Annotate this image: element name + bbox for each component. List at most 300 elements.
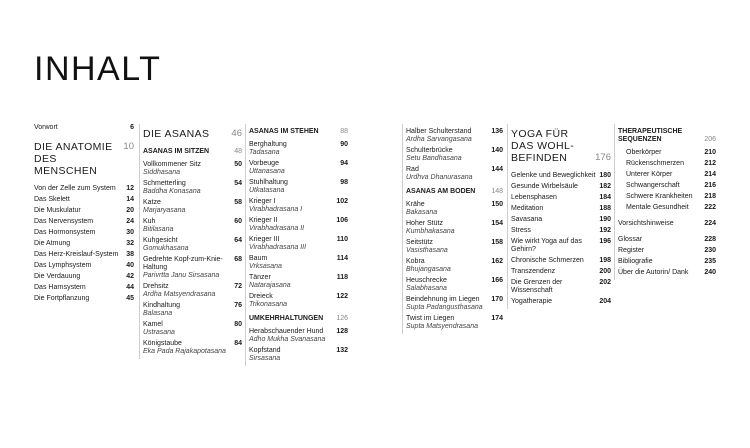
entry-sanskrit-name: Sirsasana	[249, 355, 281, 362]
entry-title	[626, 171, 701, 179]
entry-label: Die Fortpflanzung	[34, 295, 90, 302]
entry-title	[406, 258, 488, 274]
chapter-title: DIE ASANAS	[143, 128, 210, 140]
entry-title	[34, 284, 123, 292]
toc-entry[interactable]	[618, 182, 716, 190]
toc-entry[interactable]	[618, 247, 716, 255]
entry-title	[406, 277, 488, 293]
toc-entry[interactable]	[34, 207, 134, 215]
toc-entry[interactable]	[249, 255, 348, 271]
entry-label: Rückenschmerzen	[626, 160, 684, 167]
page-number: 228	[704, 236, 716, 243]
toc-entry[interactable]	[406, 128, 503, 144]
entry-title	[406, 128, 488, 144]
entry-title	[143, 321, 231, 337]
entry-title	[406, 239, 488, 255]
entry-title	[249, 160, 337, 176]
toc-entry[interactable]	[143, 237, 242, 253]
entry-label: Mentale Gesundheit	[626, 204, 689, 211]
toc-entry[interactable]	[143, 302, 242, 318]
entry-label: Register	[618, 247, 645, 254]
entry-title	[511, 205, 596, 213]
entry-label: Unterer Körper	[626, 171, 673, 178]
entry-title	[406, 201, 488, 217]
page-title: INHALT	[34, 50, 162, 88]
entry-label: Seitstütz	[406, 239, 433, 246]
section-title: ASANAS AM BODEN	[406, 188, 476, 195]
entry-title	[511, 194, 596, 202]
chapter-heading-anatomy[interactable]	[34, 141, 134, 177]
page-number: 230	[704, 247, 716, 254]
toc-entry[interactable]	[249, 293, 348, 309]
entry-label: Das Nervensystem	[34, 218, 94, 225]
entry-label: Berghaltung	[249, 141, 287, 148]
toc-entry[interactable]	[618, 220, 716, 228]
entry-sanskrit-name: Supta Padangusthasana	[406, 304, 483, 311]
entry-sanskrit-name: Kumbhakasana	[406, 228, 455, 235]
toc-entry[interactable]	[511, 298, 611, 306]
page-number: 76	[234, 302, 242, 309]
page-number: 6	[130, 124, 134, 131]
page-number: 40	[126, 262, 134, 269]
entry-label: Katze	[143, 199, 161, 206]
toc-column-2	[139, 124, 242, 359]
toc-entry[interactable]	[406, 277, 503, 293]
page-number: 122	[336, 293, 348, 300]
page-number: 140	[491, 147, 503, 154]
toc-column-3	[245, 124, 348, 366]
entry-sanskrit-name: Supta Matsyendrasana	[406, 323, 478, 330]
page-number: 154	[491, 220, 503, 227]
page-number: 38	[126, 251, 134, 258]
entry-title	[406, 220, 488, 236]
page-number: 166	[491, 277, 503, 284]
entry-title	[143, 302, 231, 318]
toc-entry[interactable]	[34, 124, 134, 132]
entry-label: Das Skelett	[34, 196, 70, 203]
entry-title	[511, 172, 596, 180]
toc-entry[interactable]	[511, 238, 611, 254]
section-heading[interactable]	[249, 315, 348, 323]
page-number: 174	[491, 315, 503, 322]
toc-entry[interactable]	[249, 236, 348, 252]
entry-label: Tänzer	[249, 274, 271, 281]
entry-label: Kamel	[143, 321, 163, 328]
page-number: 110	[336, 236, 348, 243]
entry-sanskrit-name: Parivrtta Janu Sirsasana	[143, 272, 220, 279]
entry-title	[143, 237, 231, 253]
entry-label: Das Harnsystem	[34, 284, 86, 291]
section-page: 88	[340, 128, 348, 135]
toc-entry[interactable]	[143, 256, 242, 280]
entry-title	[249, 347, 333, 363]
entry-label: Hoher Stütz	[406, 220, 443, 227]
toc-entry[interactable]	[618, 236, 716, 244]
page-number: 60	[234, 218, 242, 225]
entry-sanskrit-name: Siddhasana	[143, 169, 180, 176]
section-heading[interactable]	[249, 128, 348, 136]
entry-title	[626, 182, 701, 190]
page-number: 58	[234, 199, 242, 206]
entry-sanskrit-name: Balasana	[143, 310, 173, 317]
entry-title	[249, 274, 334, 290]
entry-label: Wie wirkt Yoga auf das Gehirn?	[511, 238, 582, 253]
toc-entry[interactable]	[143, 161, 242, 177]
page-number: 180	[599, 172, 611, 179]
page-number: 118	[336, 274, 348, 281]
page-number: 144	[491, 166, 503, 173]
entry-title	[34, 185, 123, 193]
entry-label: Die Grenzen der Wissenschaft	[511, 279, 563, 294]
entry-title	[626, 160, 701, 168]
toc-entry[interactable]	[249, 160, 348, 176]
chapter-heading-wellbeing[interactable]	[511, 128, 611, 164]
section-heading[interactable]	[618, 128, 716, 144]
entry-title	[511, 257, 596, 265]
entry-title	[249, 141, 337, 157]
toc-entry[interactable]	[618, 171, 716, 179]
entry-sanskrit-name: Virabhadrasana I	[249, 206, 303, 213]
entry-label: Meditation	[511, 205, 544, 212]
page-number: 150	[491, 201, 503, 208]
entry-label: Kobra	[406, 258, 425, 265]
page-number: 212	[704, 160, 716, 167]
toc-entry[interactable]	[511, 194, 611, 202]
toc-entry[interactable]	[511, 172, 611, 180]
page-number: 158	[491, 239, 503, 246]
entry-label: Krieger II	[249, 217, 278, 224]
entry-title	[618, 269, 701, 277]
page-number: 204	[599, 298, 611, 305]
page-number: 72	[234, 283, 242, 290]
toc-entry[interactable]	[249, 217, 348, 233]
entry-label: Schmetterling	[143, 180, 186, 187]
entry-label: Kuhgesicht	[143, 237, 178, 244]
entry-title	[34, 251, 123, 259]
toc-entry[interactable]	[618, 258, 716, 266]
page-number: 44	[126, 284, 134, 291]
entry-title	[511, 279, 596, 295]
entry-title	[406, 315, 488, 331]
toc-entry[interactable]	[511, 216, 611, 224]
page-number: 132	[336, 347, 348, 354]
toc-entry[interactable]	[511, 279, 611, 295]
entry-label: Gesunde Wirbelsäule	[511, 183, 578, 190]
entry-label: Rad	[406, 166, 419, 173]
entry-title	[34, 207, 123, 215]
entry-label: Yogatherapie	[511, 298, 553, 305]
page-number: 84	[234, 340, 242, 347]
page-number: 42	[126, 273, 134, 280]
entry-sanskrit-name: Bitilasana	[143, 226, 174, 233]
toc-entry[interactable]	[34, 295, 134, 303]
entry-label: Twist im Liegen	[406, 315, 455, 322]
entry-title	[143, 218, 231, 234]
toc-entry[interactable]	[511, 227, 611, 235]
entry-label: Beindehnung im Liegen	[406, 296, 480, 303]
entry-title	[34, 218, 123, 226]
page-number: 50	[234, 161, 242, 168]
entry-label: Bibliografie	[618, 258, 653, 265]
entry-sanskrit-name: Vrksasana	[249, 263, 282, 270]
entry-sanskrit-name: Ardha Matsyendrasana	[143, 291, 216, 298]
entry-title	[626, 204, 701, 212]
entry-label: Kindhaltung	[143, 302, 180, 309]
section-heading[interactable]	[143, 148, 242, 156]
section-heading[interactable]	[406, 188, 503, 196]
toc-entry[interactable]	[511, 257, 611, 265]
entry-title	[511, 183, 596, 191]
entry-label: Das Herz-Kreislauf-System	[34, 251, 119, 258]
toc-entry[interactable]	[249, 198, 348, 214]
section-title: ASANAS IM STEHEN	[249, 128, 319, 135]
toc-entry[interactable]	[34, 240, 134, 248]
page-number: 114	[336, 255, 348, 262]
toc-entry[interactable]	[406, 220, 503, 236]
entry-label: Oberkörper	[626, 149, 662, 156]
entry-label: Von der Zelle zum System	[34, 185, 116, 192]
page-number: 45	[126, 295, 134, 302]
entry-label: Vorbeuge	[249, 160, 279, 167]
entry-title	[618, 220, 701, 228]
entry-label: Die Muskulatur	[34, 207, 81, 214]
entry-sanskrit-name: Natarajasana	[249, 282, 291, 289]
toc-entry[interactable]	[618, 269, 716, 277]
page-number: 12	[126, 185, 134, 192]
toc-entry[interactable]	[406, 201, 503, 217]
page-number: 102	[336, 198, 348, 205]
entry-title	[249, 328, 333, 344]
page-number: 68	[234, 256, 242, 263]
toc-entry[interactable]	[143, 321, 242, 337]
page-number: 64	[234, 237, 242, 244]
section-page: 148	[491, 188, 503, 195]
entry-sanskrit-name: Setu Bandhasana	[406, 155, 462, 162]
page-number: 184	[599, 194, 611, 201]
entry-label: Krieger I	[249, 198, 276, 205]
entry-sanskrit-name: Tadasana	[249, 149, 280, 156]
page-number: 14	[126, 196, 134, 203]
page-number: 80	[234, 321, 242, 328]
page-number: 98	[340, 179, 348, 186]
entry-sanskrit-name: Adho Mukha Svanasana	[249, 336, 326, 343]
entry-label: Gelenke und Beweglichkeit	[511, 172, 596, 179]
page-number: 192	[599, 227, 611, 234]
toc-entry[interactable]	[511, 268, 611, 276]
entry-label: Königstaube	[143, 340, 182, 347]
toc-column-4	[402, 124, 503, 334]
page-number: 218	[704, 193, 716, 200]
toc-entry[interactable]	[143, 340, 242, 356]
chapter-title: DIE ANATOMIE DES MENSCHEN	[34, 141, 113, 177]
entry-title	[34, 262, 123, 270]
entry-sanskrit-name: Uttanasana	[249, 168, 285, 175]
page-number: 24	[126, 218, 134, 225]
page-number: 224	[704, 220, 716, 227]
entry-title	[34, 196, 123, 204]
toc-entry[interactable]	[34, 185, 134, 193]
entry-label: Heuschrecke	[406, 277, 447, 284]
entry-title	[249, 179, 337, 195]
section-title: UMKEHRHALTUNGEN	[249, 315, 324, 322]
entry-label: Vollkommener Sitz	[143, 161, 201, 168]
entry-label: Chronische Schmerzen	[511, 257, 584, 264]
toc-entry[interactable]	[618, 204, 716, 212]
page-number: 210	[704, 149, 716, 156]
section-title: ASANAS IM SITZEN	[143, 148, 210, 155]
entry-title	[618, 258, 701, 266]
entry-sanskrit-name: Virabhadrasana II	[249, 225, 305, 232]
toc-entry[interactable]	[143, 199, 242, 215]
toc-entry[interactable]	[249, 274, 348, 290]
chapter-heading-asanas[interactable]	[143, 128, 242, 140]
entry-label: Transzendenz	[511, 268, 556, 275]
toc-entry[interactable]	[34, 218, 134, 226]
entry-label: Stuhlhaltung	[249, 179, 288, 186]
page-number: 202	[599, 279, 611, 286]
entry-sanskrit-name: Vasisthasana	[406, 247, 448, 254]
entry-label: Das Hormonsystem	[34, 229, 96, 236]
entry-sanskrit-name: Ardha Sarvangasana	[406, 136, 472, 143]
toc-entry[interactable]	[406, 239, 503, 255]
entry-label: Halber Schulterstand	[406, 128, 472, 135]
toc-entry[interactable]	[406, 166, 503, 182]
toc-entry[interactable]	[249, 179, 348, 195]
toc-entry[interactable]	[406, 258, 503, 274]
entry-title	[249, 217, 333, 233]
entry-sanskrit-name: Marjaryasana	[143, 207, 186, 214]
entry-label: Glossar	[618, 236, 643, 243]
toc-entry[interactable]	[511, 183, 611, 191]
toc-entry[interactable]	[143, 283, 242, 299]
entry-title	[143, 180, 231, 196]
page-number: 182	[599, 183, 611, 190]
toc-column-5	[507, 124, 611, 309]
toc-entry[interactable]	[143, 218, 242, 234]
entry-title	[511, 216, 596, 224]
page-number: 162	[491, 258, 503, 265]
entry-label: Drehsitz	[143, 283, 169, 290]
entry-label: Schwangerschaft	[626, 182, 680, 189]
entry-sanskrit-name: Virabhadrasana III	[249, 244, 307, 251]
page-number: 90	[340, 141, 348, 148]
entry-title	[34, 229, 123, 237]
entry-title	[511, 238, 596, 254]
toc-entry[interactable]	[406, 147, 503, 163]
entry-title	[249, 198, 333, 214]
entry-title	[143, 161, 231, 177]
entry-label: Das Lymphsystem	[34, 262, 92, 269]
toc-entry[interactable]	[618, 193, 716, 201]
entry-title	[143, 256, 231, 280]
toc-entry[interactable]	[34, 262, 134, 270]
entry-sanskrit-name: Bhujangasana	[406, 266, 451, 273]
entry-title	[249, 236, 334, 252]
entry-label: Schulterbrücke	[406, 147, 453, 154]
toc-entry[interactable]	[34, 229, 134, 237]
toc-entry[interactable]	[34, 251, 134, 259]
page-number: 214	[704, 171, 716, 178]
toc-entry[interactable]	[406, 315, 503, 331]
toc-entry[interactable]	[34, 284, 134, 292]
toc-entry[interactable]	[34, 196, 134, 204]
entry-title	[143, 199, 231, 215]
page-number: 188	[599, 205, 611, 212]
page-number: 170	[491, 296, 503, 303]
entry-label: Vorsichtshinweise	[618, 220, 674, 227]
entry-label: Krieger III	[249, 236, 280, 243]
toc-column-6	[614, 124, 716, 280]
entry-title	[34, 295, 123, 303]
toc-entry[interactable]	[249, 347, 348, 363]
entry-label: Über die Autorin/ Dank	[618, 269, 689, 276]
toc-entry[interactable]	[249, 141, 348, 157]
page-number: 196	[599, 238, 611, 245]
entry-sanskrit-name: Baddha Konasana	[143, 188, 201, 195]
entry-label: Die Atmung	[34, 240, 71, 247]
entry-title	[143, 340, 231, 356]
page-number: 94	[340, 160, 348, 167]
section-title: THERAPEUTISCHE SEQUENZEN	[618, 128, 683, 143]
entry-label: Schwere Krankheiten	[626, 193, 693, 200]
toc-entry[interactable]	[618, 160, 716, 168]
entry-title	[406, 296, 488, 312]
entry-title	[34, 240, 123, 248]
entry-title	[618, 247, 701, 255]
entry-title	[626, 149, 701, 157]
entry-label: Kuh	[143, 218, 156, 225]
entry-sanskrit-name: Trikonasana	[249, 301, 288, 308]
entry-label: Savasana	[511, 216, 543, 223]
toc-column-1	[34, 124, 134, 306]
entry-sanskrit-name: Gomukhasana	[143, 245, 189, 252]
entry-title	[511, 298, 596, 306]
entry-sanskrit-name: Bakasana	[406, 209, 438, 216]
entry-sanskrit-name: Urdhva Dhanurasana	[406, 174, 473, 181]
section-page: 126	[336, 315, 348, 322]
chapter-title: YOGA FÜR DAS WOHL-BEFINDEN	[511, 128, 575, 164]
page-number: 106	[336, 217, 348, 224]
toc-entry[interactable]	[406, 296, 503, 312]
entry-title	[34, 273, 123, 281]
toc-entry[interactable]	[618, 149, 716, 157]
entry-title	[511, 268, 596, 276]
entry-label: Dreieck	[249, 293, 273, 300]
entry-label: Baum	[249, 255, 268, 262]
page-number: 198	[599, 257, 611, 264]
toc-entry[interactable]	[143, 180, 242, 196]
entry-title	[249, 293, 333, 309]
entry-label: Herabschauender Hund	[249, 328, 324, 335]
entry-label: Stress	[511, 227, 531, 234]
entry-title	[406, 166, 488, 182]
page-number: 240	[704, 269, 716, 276]
page-number: 235	[704, 258, 716, 265]
toc-entry[interactable]	[249, 328, 348, 344]
entry-title	[249, 255, 334, 271]
page-number: 20	[126, 207, 134, 214]
page-number: 136	[491, 128, 503, 135]
toc-entry[interactable]	[511, 205, 611, 213]
chapter-page: 10	[123, 141, 134, 152]
toc-entry[interactable]	[34, 273, 134, 281]
page-number: 32	[126, 240, 134, 247]
chapter-page: 46	[231, 128, 242, 139]
entry-label: Krähe	[406, 201, 425, 208]
page-number: 54	[234, 180, 242, 187]
entry-title	[143, 283, 231, 299]
entry-title: Vorwort	[34, 124, 58, 131]
